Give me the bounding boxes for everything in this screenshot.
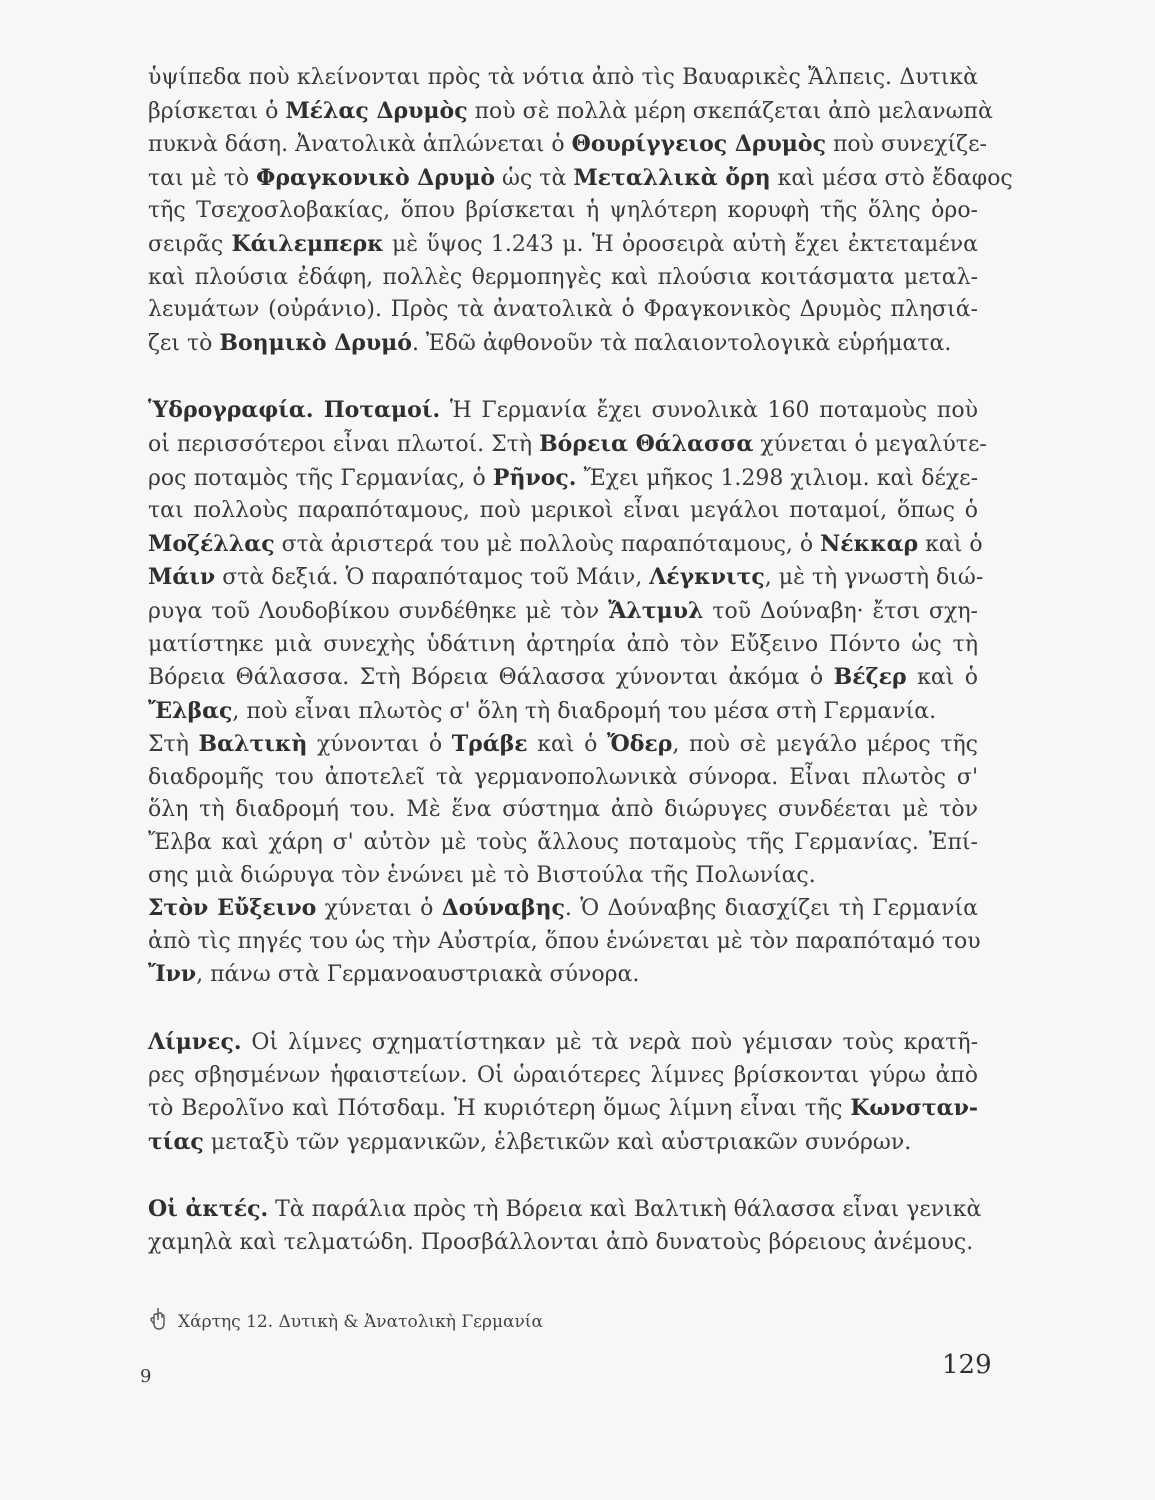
text-line: τῆς Τσεχοσλοβακίας, ὅπου βρίσκεται ἡ ψηλότερη κορυφὴ τῆς ὅλης ὀρο- — [148, 198, 978, 224]
bold-term: Ὑδρογραφία. Ποταμοί. — [148, 397, 441, 424]
paragraph-baltic-rivers — [148, 728, 978, 892]
text-line: Βόρεια Θάλασσα. Στὴ Βόρεια Θάλασσα χύνονται ἀκόμα ὁ Βέζερ καὶ ὁ — [148, 664, 978, 691]
text-line: ματίστηκε μιὰ συνεχὴς ὑδάτινη ἀρτηρία ἀπὸ τὸν Εὔξεινο Πόντο ὡς τὴ — [148, 631, 978, 657]
text-line: ὑψίπεδα ποὺ κλείνονται πρὸς τὰ νότια ἀπὸ τὶς Βαυαρικὲς Ἄλπεις. Δυτικὰ — [148, 65, 978, 90]
text-line: Οἱ ἀκτές. Τὰ παράλια πρὸς τὴ Βόρεια καὶ Βαλτικὴ θάλασσα εἶναι γενικὰ — [148, 1196, 982, 1223]
bold-term: Τράβε — [451, 731, 528, 758]
text-line: χαμηλὰ καὶ τελματώδη. Προσβάλλονται ἀπὸ δυνατοὺς βόρειους ἀνέμους. — [148, 1230, 974, 1255]
text-line: σης μιὰ διώρυγα τὸν ἑνώνει μὲ τὸ Βιστούλα τῆς Πολωνίας. — [148, 862, 816, 888]
text-line: ται πολλοὺς παραπόταμους, ποὺ μερικοὶ εἶναι μεγάλοι ποταμοί, ὅπως ὁ — [148, 498, 978, 524]
bold-term: Βαλτικὴ — [198, 731, 308, 758]
bold-term: Βόρεια Θάλασσα — [539, 430, 754, 457]
bold-term: Οἱ ἀκτές. — [148, 1196, 269, 1223]
bold-term: Βέζερ — [833, 664, 907, 691]
bold-term: Ρῆνος. — [492, 464, 577, 491]
paragraph-coasts — [148, 1193, 982, 1259]
bold-term: Μάιν — [148, 564, 216, 591]
bold-term: Κωνσταν- — [850, 1095, 978, 1122]
hand-pointer-icon — [148, 1306, 168, 1337]
text-line: ται μὲ τὸ Φραγκονικὸ Δρυμὸ ὡς τὰ Μεταλλικὰ ὄρη καὶ μέσα στὸ ἔδαφος — [148, 164, 1013, 191]
paragraph-highlands — [148, 62, 1013, 360]
bold-term: Ἴνν — [148, 961, 197, 988]
page-number: 129 — [942, 1350, 992, 1380]
bold-term: Μεταλλικὰ ὄρη — [573, 164, 771, 191]
text-line: τὸ Βερολῖνο καὶ Πότσδαμ. Ἡ κυριότερη ὅμως λίμνη εἶναι τῆς Κωνσταν- — [148, 1095, 978, 1122]
page-body — [148, 62, 1013, 1260]
paragraph-hydrography — [148, 394, 987, 728]
text-line: Ἔλβα καὶ χάρη σ' αὐτὸν μὲ τοὺς ἄλλους ποταμοὺς τῆς Γερμανίας. Ἐπί- — [148, 830, 978, 856]
text-line: καὶ πλούσια ἐδάφη, πολλὲς θερμοπηγὲς καὶ πλούσια κοιτάσματα μεταλ- — [148, 264, 978, 290]
bold-term: Θουρίγγειος Δρυμὸς — [571, 131, 826, 158]
bold-term: Κάιλεμπερκ — [231, 230, 384, 257]
text-line: Μάιν στὰ δεξιά. Ὁ παραπόταμος τοῦ Μάιν, Λέγκνιτς, μὲ τὴ γνωστὴ διώ- — [148, 564, 984, 591]
text-line: διαδρομῆς του ἀποτελεῖ τὰ γερμανοπολωνικὰ σύνορα. Εἶναι πλωτὸς σ' — [148, 764, 978, 790]
text-line: Ἴνν, πάνω στὰ Γερμανοαυστριακὰ σύνορα. — [148, 961, 640, 988]
text-line: ρες σβησμένων ἡφαιστείων. Οἱ ὡραιότερες λίμνες βρίσκονται γύρω ἀπὸ — [148, 1062, 978, 1088]
paragraph-danube — [148, 892, 981, 992]
text-line: Ὑδρογραφία. Ποταμοί. Ἡ Γερμανία ἔχει συνολικὰ 160 ποταμοὺς ποὺ — [148, 397, 978, 424]
text-line: ζει τὸ Βοημικὸ Δρυμό. Ἐδῶ ἀφθονοῦν τὰ παλαιοντολογικὰ εὑρήματα. — [148, 329, 952, 356]
text-line: Λίμνες. Οἱ λίμνες σχηματίστηκαν μὲ τὰ νερὰ ποὺ γέμισαν τοὺς κρατῆ- — [148, 1029, 978, 1056]
bold-term: Μέλας Δρυμὸς — [285, 97, 468, 124]
text-line: Μοζέλλας στὰ ἀριστερά του μὲ πολλοὺς παραπόταμους, ὁ Νέκκαρ καὶ ὁ — [148, 530, 983, 557]
bold-term: Ὄδερ — [606, 731, 673, 758]
bold-term: Ἔλβας — [148, 697, 233, 724]
map-caption — [148, 1306, 543, 1337]
bold-term: Δούναβης — [441, 895, 565, 922]
text-line: Στὸν Εὔξεινο χύνεται ὁ Δούναβης. Ὁ Δούναβης διασχίζει τὴ Γερμανία — [148, 895, 978, 922]
text-line: βρίσκεται ὁ Μέλας Δρυμὸς ποὺ σὲ πολλὰ μέρη σκεπάζεται ἀπὸ μελανωπὰ — [148, 97, 993, 124]
text-line: οἱ περισσότεροι εἶναι πλωτοί. Στὴ Βόρεια Θάλασσα χύνεται ὁ μεγαλύτε- — [148, 430, 987, 457]
paragraph-lakes — [148, 1026, 978, 1159]
bold-term: Λίμνες. — [148, 1029, 242, 1056]
caption-text: Χάρτης 12. Δυτικὴ & Ἀνατολικὴ Γερμανία — [178, 1311, 543, 1332]
bold-term: Στὸν Εὔξεινο — [148, 895, 317, 922]
bold-term: Μοζέλλας — [148, 530, 275, 557]
text-line: λευμάτων (οὐράνιο). Πρὸς τὰ ἀνατολικὰ ὁ Φραγκονικὸς Δρυμὸς πλησιά- — [148, 297, 978, 323]
bold-term: Νέκκαρ — [820, 530, 919, 557]
text-line: ἀπὸ τὶς πηγές του ὡς τὴν Αὐστρία, ὅπου ἑνώνεται μὲ τὸν παραπόταμό του — [148, 928, 981, 954]
text-line: τίας μεταξὺ τῶν γερμανικῶν, ἑλβετικῶν καὶ αὐστριακῶν συνόρων. — [148, 1128, 912, 1155]
bold-term: τίας — [148, 1128, 204, 1155]
bold-term: Λέγκνιτς — [649, 564, 765, 591]
text-line: ρυγα τοῦ Λουδοβίκου συνδέθηκε μὲ τὸν Ἄλτμυλ τοῦ Δούναβη· ἔτσι σχη- — [148, 597, 978, 624]
bold-term: Ἄλτμυλ — [608, 597, 704, 624]
text-line: σειρᾶς Κάιλεμπερκ μὲ ὕψος 1.243 μ. Ἡ ὀροσειρὰ αὐτὴ ἔχει ἐκτεταμένα — [148, 230, 978, 257]
text-line: Ἔλβας, ποὺ εἶναι πλωτὸς σ' ὅλη τὴ διαδρομή του μέσα στὴ Γερμανία. — [148, 697, 937, 724]
text-line: ρος ποταμὸς τῆς Γερμανίας, ὁ Ρῆνος. Ἔχει μῆκος 1.298 χιλιομ. καὶ δέχε- — [148, 464, 979, 491]
bold-term: Βοημικὸ Δρυμό — [219, 329, 412, 356]
text-line: Στὴ Βαλτικὴ χύνονται ὁ Τράβε καὶ ὁ Ὄδερ, ποὺ σὲ μεγάλο μέρος τῆς — [148, 731, 978, 758]
signature-mark: 9 — [140, 1366, 152, 1387]
bold-term: Φραγκονικὸ Δρυμὸ — [256, 164, 496, 191]
text-line: ὅλη τὴ διαδρομή του. Μὲ ἕνα σύστημα ἀπὸ διώρυγες συνδέεται μὲ τὸν — [148, 797, 978, 823]
text-line: πυκνὰ δάση. Ἀνατολικὰ ἁπλώνεται ὁ Θουρίγγειος Δρυμὸς ποὺ συνεχίζε- — [148, 131, 987, 158]
